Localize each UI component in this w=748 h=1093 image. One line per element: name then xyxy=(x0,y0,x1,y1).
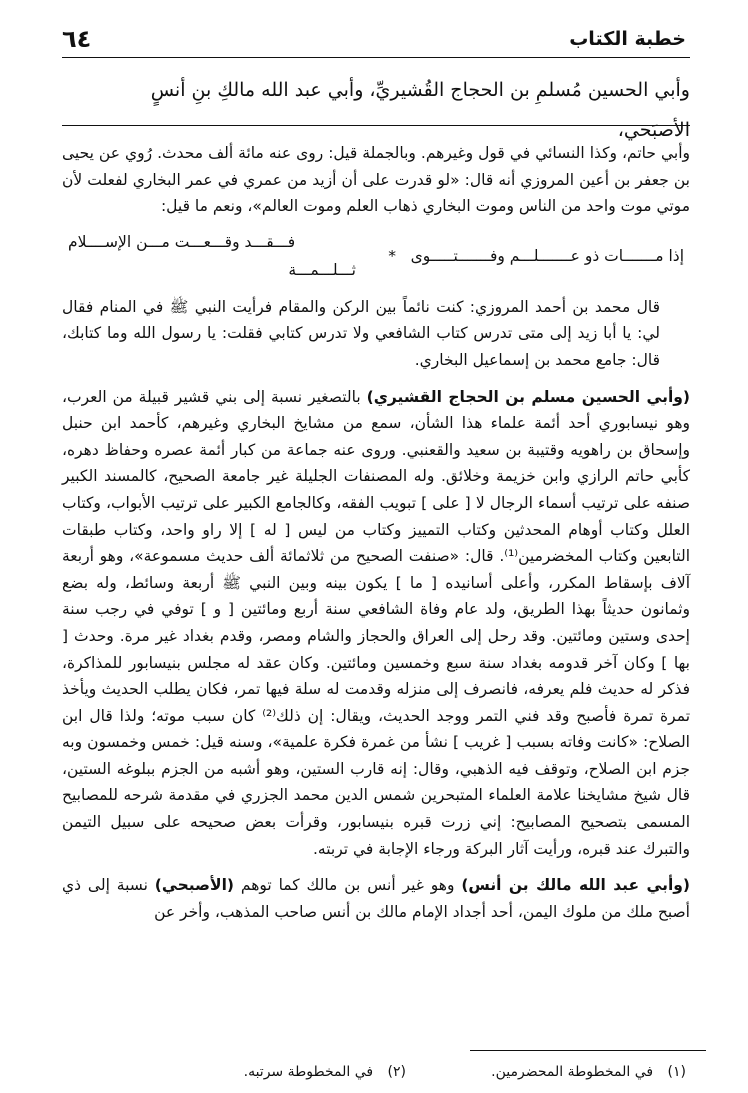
poem-separator-star: * xyxy=(388,246,396,265)
lemma-asbahi: (الأصبحي) xyxy=(154,876,234,895)
poem-verse xyxy=(62,228,690,284)
lemma-malik: (وأبي عبد الله مالك بن أنس) xyxy=(461,876,690,895)
commentary-paragraph-3-text: بالتصغير نسبة إلى بني قشير قبيلة من العرب، وهو نيسابوري أحد أئمة علماء هذا الشأن، سمع من مشايخ البخاري وغيرهم، كأحمد ابن حنبل وإسحاق بن راهويه وقتيبة بن سعيد والقعنبي. وروى عنه جماعة من كبار أئمة عصره وحفاظ دهره، كأبي حاتم الرازي وابن خزيمة وخلائق. وله المصنفات الجليلة غير جامعة الصحيح، كالمسند الكبير صنفه على ترتيب أسماء الرجال لا [ على ] تبويب الفقه، وكالجامع الكبير على ترتيب الأبواب، وكتاب العلل وكتاب أوهام المحدثين وكتاب التمييز وكتاب من ليس [ له ] إلا راو واحد، وكتاب طبقات التابعين وكتاب المخضرمين⁽¹⁾. قال: «صنفت الصحيح من ثلاثمائة ألف حديث مسموعة»، وهو أربعة آلاف بإسقاط المكرر، وأعلى أسانيده [ ما ] يكون بينه وبين النبي ﷺ أربعة وسائط، وله بضع وثمانون حديثاً بهذا الطريق، ولد عام وفاة الشافعي سنة أربع ومائتين [ و ] توفي في رجب سنة إحدى وستين ومائتين. وقد رحل إلى العراق والحجاز والشام ومصر، وقدم بغداد غير مرة. وحدث [ بها ] وكان آخر قدومه بغداد سنة سبع وخمسين ومائتين. وكان عقد له مجلس بنيسابور للمذاكرة، فذكر له حديث فلم يعرفه، فانصرف إلى منزله وقدمت له سلة فيها تمر، فكان يطلب الحديث ويأخذ تمرة تمرة فأصبح وقد فني التمر ووجد الحديث، ويقال: إن ذلك⁽²⁾ كان سبب موته؛ ولذا قال ابن الصلاح: «كانت وفاته بسبب [ غريب ] نشأ من غمرة فكرة علمية»، وسنه قيل: خمس وخمسون وبه جزم ابن الصلاح، وتوقف فيه الذهبي، وقال: إنه قارب الستين، وهو أشبه من الجزم ببلوغه الستين، قال شيخ مشايخنا علامة العلماء المتبحرين شمس الدين محمد الجزري في مقدمة شرحه للمصابيح المسمى بتصحيح المصابيح: إني زرت قبره بنيسابور، وقرأت بعض صحيحه على سبيل التيمن والتبرك عند قبره، ورأيت آثار البركة ورجاء الإجابة في تربته. xyxy=(62,387,691,858)
footnote-rule xyxy=(470,1050,706,1051)
commentary-paragraph-4-text: نسبة إلى ذي أصبح ملك من ملوك اليمن، أحد أجداد الإمام مالك بن أنس صاحب المذهب، وأخر عن xyxy=(62,876,690,921)
page-header xyxy=(62,24,686,54)
commentary-paragraph-1: وأبي حاتم، وكذا النسائي في قول وغيرهم. وبالجملة قيل: روى عنه مائة ألف محدث. رُوي عن يحيى بن جعفر بن أعين المروزي أنه قال: «لو قدرت على أن أزيد من عمري في عمر البخاري لفعلت لأن موتي موت واحد من الناس وموت البخاري ذهاب العلم وموت العالم»، ونعم ما قيل: xyxy=(62,144,690,216)
footnotes xyxy=(100,1060,686,1084)
footnote-2-mark: (٢) xyxy=(387,1064,406,1080)
header-rule xyxy=(62,57,690,58)
lemma-muslim: (وأبي الحسين مسلم بن الحجاج القشيري) xyxy=(366,387,690,406)
commentary xyxy=(62,140,690,925)
footnote-2 xyxy=(244,1060,406,1084)
footnote-1 xyxy=(491,1060,686,1084)
footnote-1-text: في المخطوطة المحضرمين. xyxy=(491,1064,654,1080)
poem-second-hemistich: فـــقـــد وقـــعـــت مـــن الإســــلام ثـــلـــمـــة xyxy=(68,232,356,279)
commentary-paragraph-2: قال محمد بن أحمد المروزي: كنت نائماً بين الركن والمقام فرأيت النبي ﷺ في المنام فقال لي: يا أبا زيد إلى متى تدرس كتاب الشافعي ولا تدرس كتابي فقلت: يا رسول الله وما كتابك، قال: جامع محمد بن إسماعيل البخاري. xyxy=(62,297,660,369)
commentary-paragraph-4 xyxy=(62,872,690,925)
commentary-paragraph-4-mid: وهو غير أنس بن مالك كما توهم xyxy=(233,876,462,895)
main-text-rule xyxy=(62,125,690,126)
poem-first-hemistich: إذا مـــــــات ذو عـــــــلـــم وفـــــــتـــــوى xyxy=(410,246,684,265)
main-text: وأبي الحسين مُسلمِ بن الحجاج القُشيريِّ، وأبي عبد الله مالكِ بنِ أنسٍ الأصبَحي، xyxy=(150,79,690,141)
footnote-2-text: في المخطوطة سرتبه. xyxy=(243,1064,374,1080)
running-title: خطبة الكتاب xyxy=(569,28,686,50)
page-number: ٦٤ xyxy=(62,25,92,53)
footnote-1-mark: (١) xyxy=(667,1064,686,1080)
commentary-paragraph-3 xyxy=(62,384,690,863)
